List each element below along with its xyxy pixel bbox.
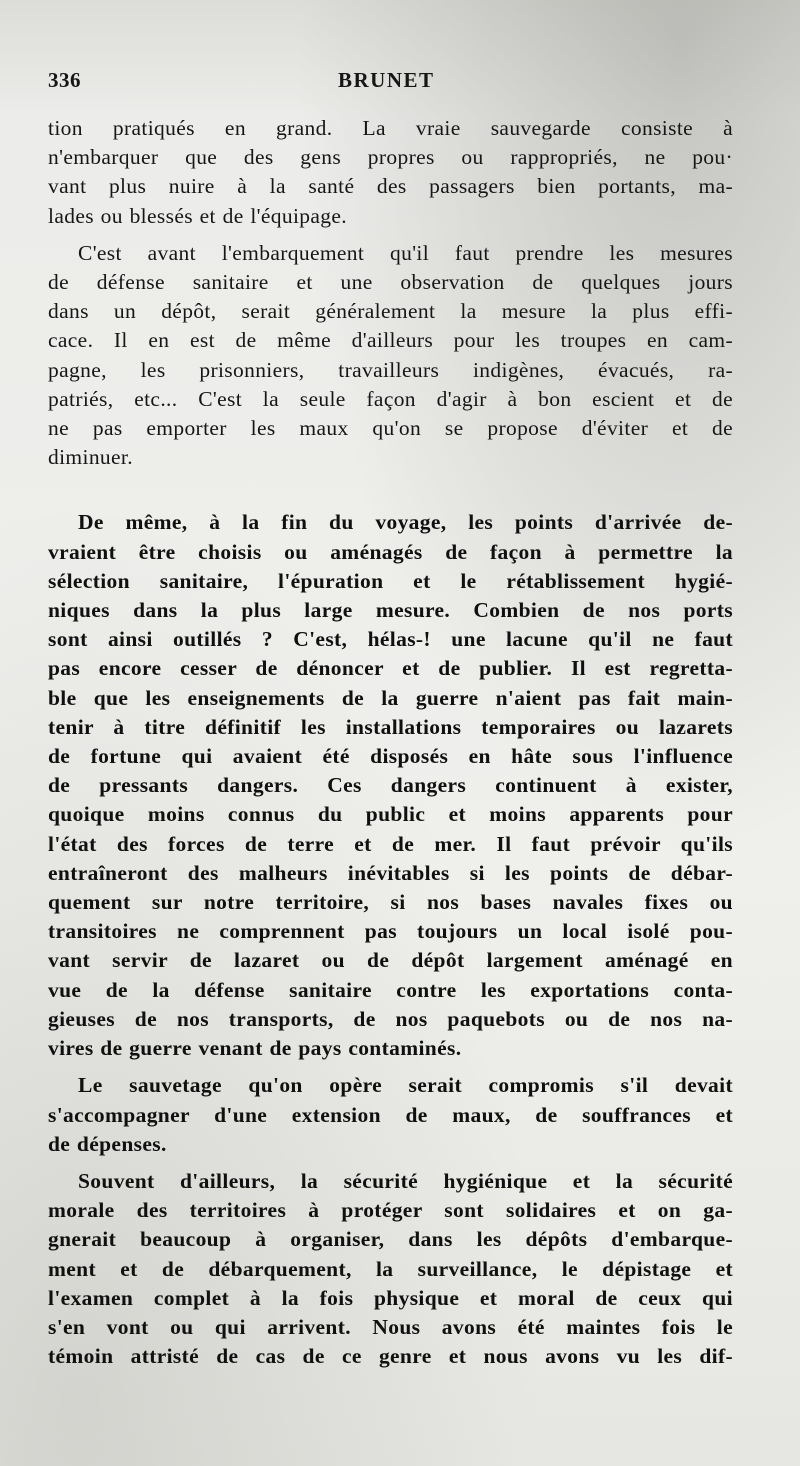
text-line: de pressants dangers. Ces dangers continuent à exister, <box>48 773 733 798</box>
text-line: vue de la défense sanitaire contre les exportations conta- <box>48 977 733 1002</box>
text-line: Souvent d'ailleurs, la sécurité hygiénique et la sécurité <box>78 1168 733 1193</box>
text-line: patriés, etc... C'est la seule façon d'agir à bon escient et de <box>48 386 733 411</box>
text-line: quoique moins connus du public et moins apparents pour <box>48 802 733 827</box>
paragraph-3 <box>48 508 733 1063</box>
text-line: vant plus nuire à la santé des passagers bien portants, ma- <box>48 174 733 199</box>
text-line: vant servir de lazaret ou de dépôt largement aménagé en <box>48 948 733 973</box>
text-line: ment et de débarquement, la surveillance, le dépistage et <box>48 1256 733 1281</box>
text-line: de fortune qui avaient été disposés en hâte sous l'influence <box>48 744 733 769</box>
running-head: BRUNET <box>338 68 435 92</box>
text-line: n'embarquer que des gens propres ou rappropriés, ne pou· <box>48 145 733 170</box>
paragraph-4 <box>48 1071 733 1159</box>
paragraph-1 <box>48 114 733 231</box>
text-line: Le sauvetage qu'on opère serait compromis s'il devait <box>78 1073 733 1098</box>
text-line: s'en vont ou qui arrivent. Nous avons été maintes fois le <box>48 1314 733 1339</box>
text-line: vires de guerre venant de pays contaminés. <box>48 1036 462 1061</box>
body-text <box>48 114 733 1371</box>
text-line: ne pas emporter les maux qu'on se propose d'éviter et de <box>48 416 733 441</box>
text-line: diminuer. <box>48 445 133 470</box>
text-line: de défense sanitaire et une observation de quelques jours <box>48 270 733 295</box>
text-line: ble que les enseignements de la guerre n'aient pas fait main- <box>48 685 733 710</box>
text-line: de dépenses. <box>48 1131 167 1156</box>
text-line: entraîneront des malheurs inévitables si les points de débar- <box>48 860 733 885</box>
text-line: C'est avant l'embarquement qu'il faut prendre les mesures <box>78 240 733 265</box>
text-line: sélection sanitaire, l'épuration et le rétablissement hygié- <box>48 568 733 593</box>
text-line: pagne, les prisonniers, travailleurs indigènes, évacués, ra- <box>48 357 733 382</box>
text-line: tion pratiqués en grand. La vraie sauvegarde consiste à <box>48 116 733 140</box>
text-line: pas encore cesser de dénoncer et de publier. Il est regretta- <box>48 656 733 681</box>
text-line: s'accompagner d'une extension de maux, de souffrances et <box>48 1102 733 1127</box>
text-line: De même, à la fin du voyage, les points d'arrivée de- <box>78 510 733 535</box>
text-line: vraient être choisis ou aménagés de façon à permettre la <box>48 539 733 564</box>
text-line: morale des territoires à protéger sont solidaires et on ga- <box>48 1198 733 1223</box>
text-line: cace. Il en est de même d'ailleurs pour les troupes en cam- <box>48 328 733 353</box>
page-number: 336 <box>48 68 81 92</box>
text-line: dans un dépôt, serait généralement la mesure la plus effi- <box>48 299 733 324</box>
text-line: gnerait beaucoup à organiser, dans les dépôts d'embarque- <box>48 1227 733 1252</box>
text-line: quement sur notre territoire, si nos bases navales fixes ou <box>48 890 733 915</box>
text-line: lades ou blessés et de l'équipage. <box>48 203 347 228</box>
text-line: transitoires ne comprennent pas toujours un local isolé pou- <box>48 919 733 944</box>
text-line: sont ainsi outillés ? C'est, hélas-! une lacune qu'il ne faut <box>48 627 733 652</box>
text-line: tenir à titre définitif les installations temporaires ou lazarets <box>48 714 733 739</box>
page-header <box>48 68 752 98</box>
text-line: témoin attristé de cas de ce genre et nous avons vu les dif- <box>48 1344 733 1369</box>
paragraph-2 <box>48 239 733 473</box>
text-line: l'examen complet à la fois physique et moral de ceux qui <box>48 1285 733 1310</box>
text-line: l'état des forces de terre et de mer. Il faut prévoir qu'ils <box>48 831 733 856</box>
paragraph-5 <box>48 1167 733 1371</box>
text-line: niques dans la plus large mesure. Combien de nos ports <box>48 598 733 623</box>
text-line: gieuses de nos transports, de nos paquebots ou de nos na- <box>48 1006 733 1031</box>
